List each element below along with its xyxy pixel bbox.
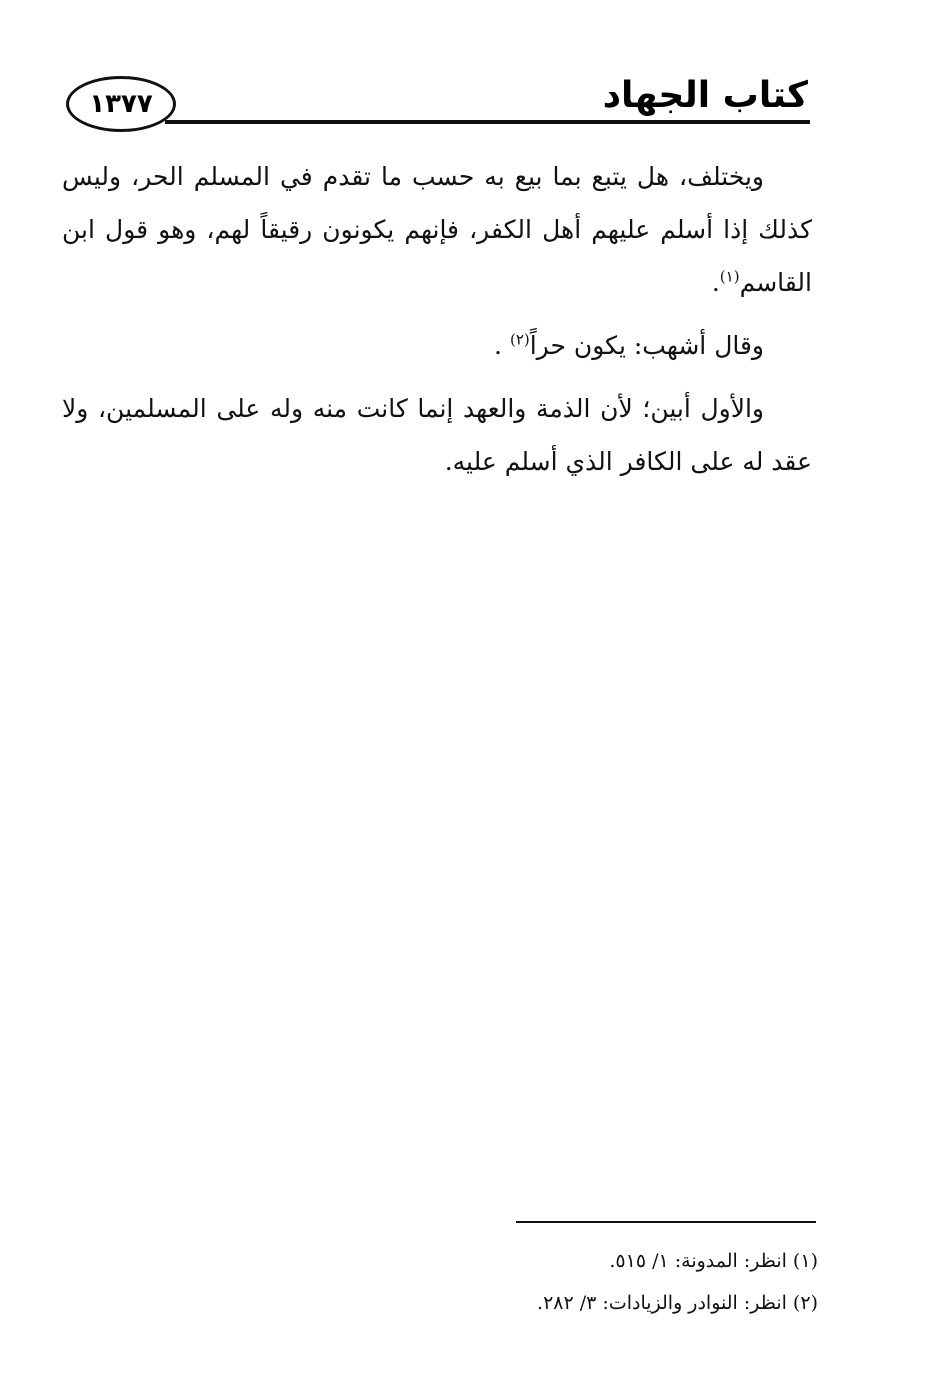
main-text xyxy=(62,150,812,498)
page-number: ١٣٧٧ xyxy=(89,89,153,119)
footnote-1: (١) انظر: المدونة: ١/ ٥١٥. xyxy=(609,1250,818,1272)
paragraph-1 xyxy=(62,150,812,309)
paragraph-2-end: . xyxy=(494,331,510,360)
paragraph-3: والأول أبين؛ لأن الذمة والعهد إنما كانت منه وله على المسلمين، ولا عقد له على الكافر الذي أسلم عليه. xyxy=(62,394,812,476)
paragraph-2 xyxy=(62,319,812,372)
footnote-separator xyxy=(516,1221,816,1223)
footnote-2: (٢) انظر: النوادر والزيادات: ٣/ ٢٨٢. xyxy=(537,1292,818,1314)
footnote-ref-2[interactable]: (٢) xyxy=(509,330,530,349)
paragraph-2-text: وقال أشهب: يكون حراً xyxy=(529,331,764,360)
paragraph-1-end: . xyxy=(711,268,720,297)
header-rule xyxy=(165,120,810,124)
paragraph-1-text: ويختلف، هل يتبع بما بيع به حسب ما تقدم في المسلم الحر، وليس كذلك إذا أسلم عليهم أهل الكفر، فإنهم يكونون رقيقاً لهم، وهو قول ابن القاسم xyxy=(62,162,812,297)
footnote-ref-1[interactable]: (١) xyxy=(719,267,740,286)
chapter-title: كتاب الجهاد xyxy=(602,75,808,116)
page-header xyxy=(60,68,810,138)
footnotes xyxy=(440,1240,818,1324)
